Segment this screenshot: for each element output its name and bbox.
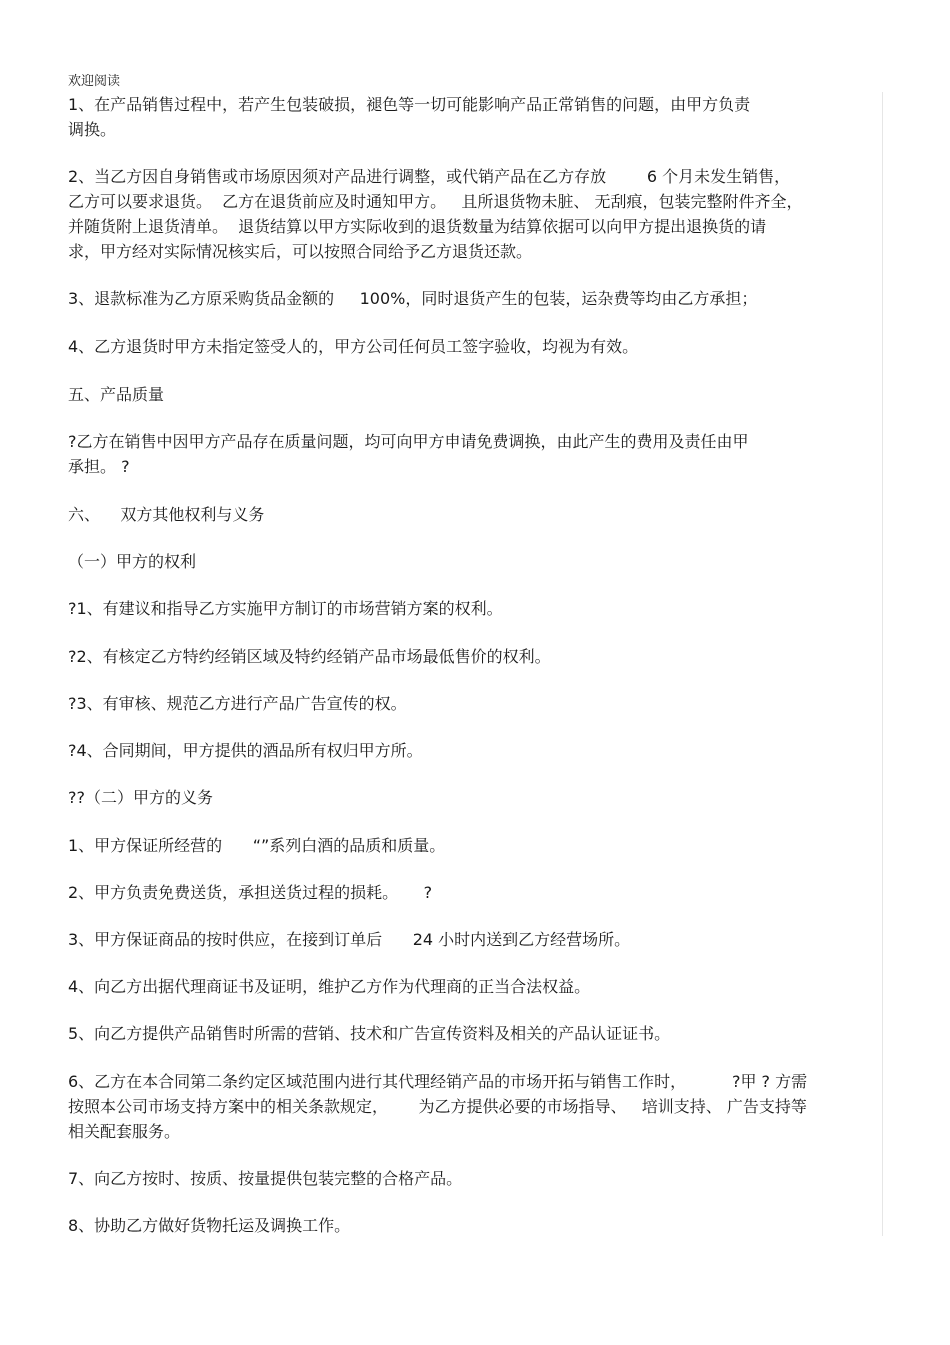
page-header: 欢迎阅读 [68, 74, 121, 89]
line: 5、向乙方提供产品销售时所需的营销、技术和广告宣传资料及相关的产品认证证书。 [68, 1024, 671, 1043]
section-heading-rights [68, 502, 880, 527]
line: 六、 双方其他权利与义务 [68, 505, 265, 524]
rights-item-4 [68, 738, 880, 763]
line: 6、乙方在本合同第二条约定区域范围内进行其代理经销产品的市场开拓与销售工作时， ?甲 ? 方需 [68, 1072, 808, 1091]
obligation-item-1 [68, 833, 880, 858]
line: 并随货附上退货清单。 退货结算以甲方实际收到的退货数量为结算依据可以向甲方提出退换货的请 [68, 217, 767, 236]
line: ?4、合同期间，甲方提供的酒品所有权归甲方所。 [68, 741, 423, 760]
line: 3、甲方保证商品的按时供应，在接到订单后 24 小时内送到乙方经营场所。 [68, 930, 631, 949]
line: 4、乙方退货时甲方未指定签受人的，甲方公司任何员工签字验收，均视为有效。 [68, 337, 639, 356]
line: 乙方可以要求退货。 乙方在退货前应及时通知甲方。 且所退货物未脏、 无刮痕，包装完整附件齐全， [68, 192, 803, 211]
line: ?2、有核定乙方特约经销区域及特约经销产品市场最低售价的权利。 [68, 647, 551, 666]
obligation-item-5 [68, 1021, 880, 1046]
line: ??（二）甲方的义务 [68, 788, 213, 807]
line: 承担。 ? [68, 457, 130, 476]
rights-item-2 [68, 644, 880, 669]
line: 求，甲方经对实际情况核实后，可以按照合同给予乙方退货还款。 [68, 242, 533, 261]
paragraph-3 [68, 286, 880, 311]
line: 1、甲方保证所经营的 “”系列白酒的品质和质量。 [68, 836, 446, 855]
line: 2、甲方负责免费送货，承担送货过程的损耗。 ? [68, 883, 433, 902]
line: ?乙方在销售中因甲方产品存在质量问题，均可向甲方申请免费调换，由此产生的费用及责任由甲 [68, 432, 749, 451]
line: 7、向乙方按时、按质、按量提供包装完整的合格产品。 [68, 1169, 463, 1188]
obligation-item-6 [68, 1069, 880, 1144]
line: 按照本公司市场支持方案中的相关条款规定， 为乙方提供必要的市场指导、 培训支持、 广告支持等 [68, 1097, 807, 1116]
line: ?3、有审核、规范乙方进行产品广告宣传的权。 [68, 694, 407, 713]
line: 1、在产品销售过程中，若产生包装破损，褪色等一切可能影响产品正常销售的问题，由甲方负责 [68, 95, 751, 114]
obligation-item-4 [68, 974, 880, 999]
line: 8、协助乙方做好货物托运及调换工作。 [68, 1216, 351, 1235]
line: 调换。 [68, 120, 117, 139]
line: 3、退款标准为乙方原采购货品金额的 100%，同时退货产生的包装，运杂费等均由乙方承担； [68, 289, 758, 308]
obligation-item-8 [68, 1213, 880, 1238]
obligation-item-3 [68, 927, 880, 952]
line: ?1、有建议和指导乙方实施甲方制订的市场营销方案的权利。 [68, 599, 503, 618]
line: 2、当乙方因自身销售或市场原因须对产品进行调整，或代销产品在乙方存放 6 个月未发生销售， [68, 167, 791, 186]
rights-item-3 [68, 691, 880, 716]
subheading-party-a-obligations [68, 785, 880, 810]
paragraph-4 [68, 334, 880, 359]
line: （一）甲方的权利 [68, 552, 197, 571]
paragraph-2 [68, 164, 880, 264]
rights-item-1 [68, 596, 880, 621]
paragraph-1 [68, 92, 880, 142]
obligation-item-7 [68, 1166, 880, 1191]
line: 4、向乙方出据代理商证书及证明，维护乙方作为代理商的正当合法权益。 [68, 977, 591, 996]
subheading-party-a-rights [68, 549, 880, 574]
obligation-item-2 [68, 880, 880, 905]
line: 五、产品质量 [68, 385, 165, 404]
section-heading-quality [68, 382, 880, 407]
line: 相关配套服务。 [68, 1122, 181, 1141]
paragraph-quality [68, 429, 880, 479]
